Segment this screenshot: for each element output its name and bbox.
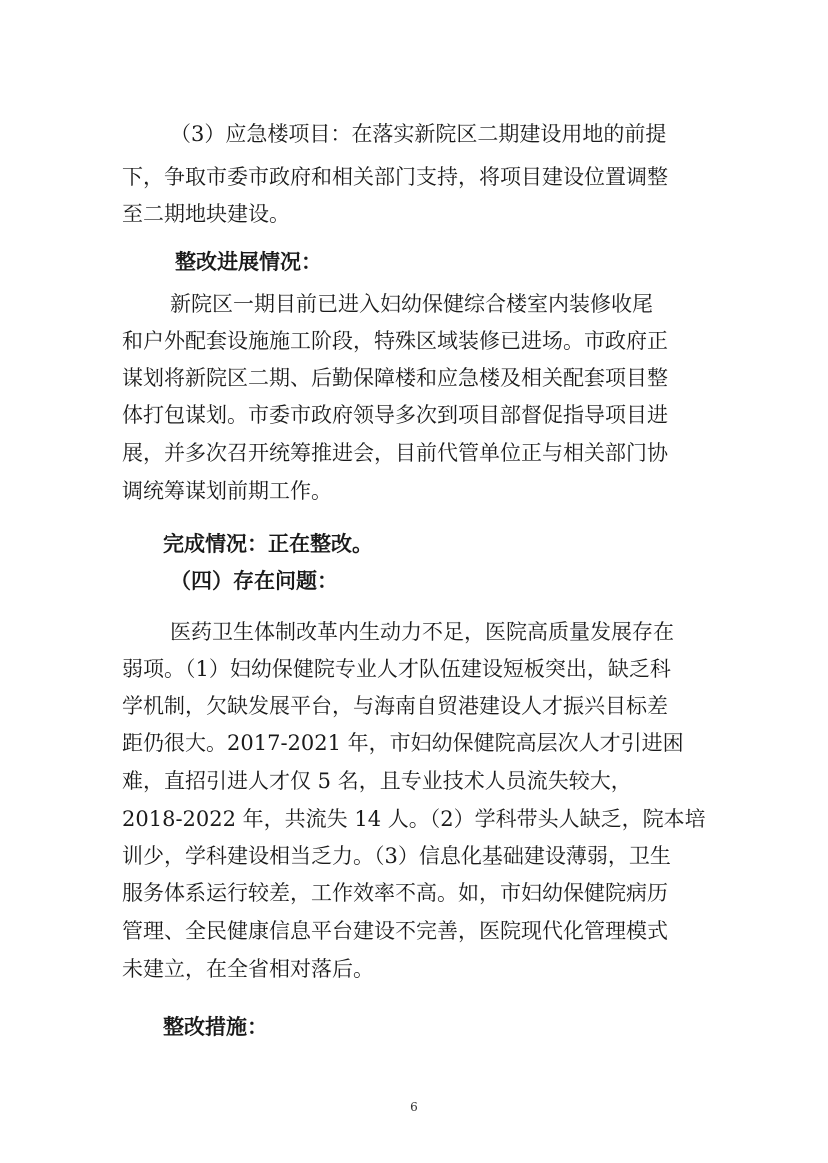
section-heading: 整改措施： [163, 1014, 268, 1039]
text-line: 管理、全民健康信息平台建设不完善，医院现代化管理模式 [122, 919, 668, 943]
text-line: 未建立，在全省相对落后。 [122, 957, 374, 981]
text-line: 展，并多次召开统筹推进会，目前代管单位正与相关部门协 [122, 441, 668, 465]
text-line: 医药卫生体制改革内生动力不足，医院高质量发展存在 [170, 620, 674, 644]
text-line: 调统筹谋划前期工作。 [122, 479, 332, 503]
text-line: 距仍很大。2017-2021 年，市妇幼保健院高层次人才引进困 [122, 731, 684, 755]
text-line: 难，直招引进人才仅 5 名，且专业技术人员流失较大， [122, 769, 632, 793]
text-line: 体打包谋划。市委市政府领导多次到项目部督促指导项目进 [122, 403, 668, 427]
text-line: 谋划将新院区二期、后勤保障楼和应急楼及相关配套项目整 [122, 366, 668, 390]
text-line: 新院区一期目前已进入妇幼保健综合楼室内装修收尾 [170, 292, 653, 316]
text-line: 下，争取市委市政府和相关部门支持，将项目建设位置调整 [122, 165, 668, 189]
completion-status: 完成情况：正在整改。 [163, 531, 373, 556]
text-line: （3）应急楼项目：在落实新院区二期建设用地的前提 [170, 122, 667, 146]
text-line: 训少，学科建设相当乏力。（3）信息化基础建设薄弱，卫生 [122, 844, 671, 868]
text-line: 2018-2022 年，共流失 14 人。（2）学科带头人缺乏，院本培 [122, 807, 706, 831]
text-line: 学机制，欠缺发展平台，与海南自贸港建设人才振兴目标差 [122, 694, 668, 718]
text-line: 至二期地块建设。 [122, 202, 290, 226]
text-line: 弱项。（1）妇幼保健院专业人才队伍建设短板突出，缺乏科 [122, 657, 671, 681]
section-heading: 整改进展情况： [175, 249, 322, 274]
section-heading: （四）存在问题： [170, 568, 338, 593]
text-line: 服务体系运行较差，工作效率不高。如，市妇幼保健院病历 [122, 881, 668, 905]
page-number: 6 [410, 1100, 418, 1114]
text-line: 和户外配套设施施工阶段，特殊区域装修已进场。市政府正 [122, 329, 668, 353]
